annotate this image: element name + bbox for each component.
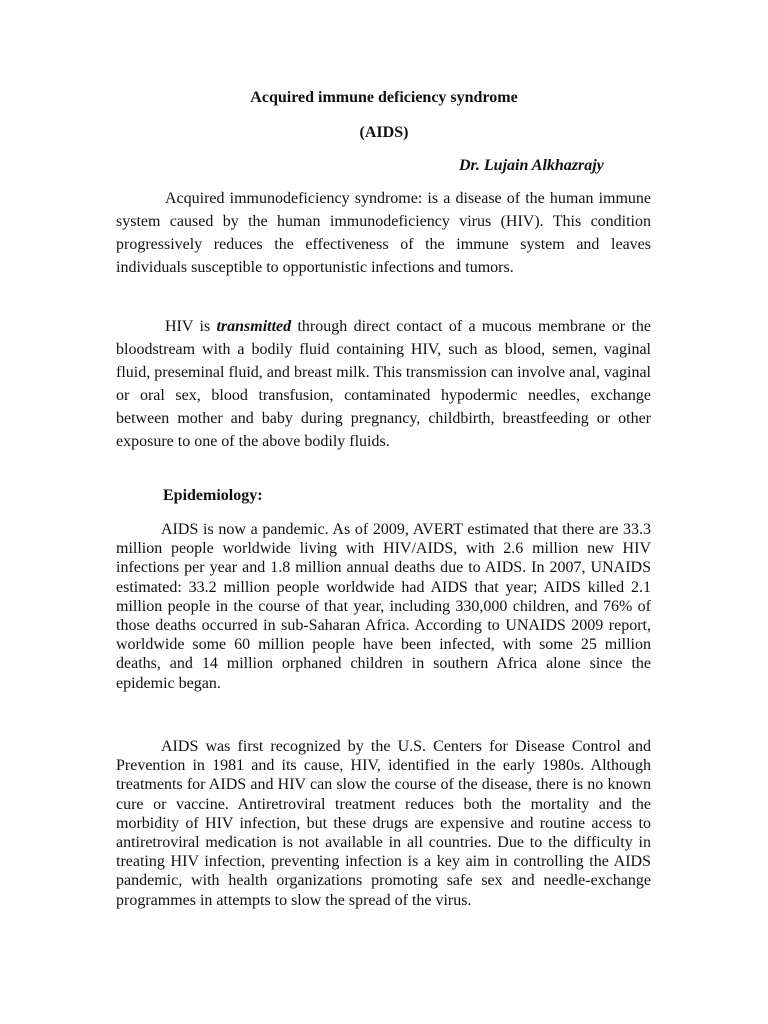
history-paragraph: AIDS was first recognized by the U.S. Centers for Disease Control and Prevention in 1981 and its cause, HIV, identified in the early 1980s. Although treatments for AIDS and HIV can slow the course of the disease, there is no known cure or vaccine. Antiretroviral treatment reduces both the mortality and the morbidity of HIV infection, but these drugs are expensive and routine access to antiretroviral medication is not available in all countries. Due to the difficulty in treating HIV infection, preventing infection is a key aim in controlling the AIDS pandemic, with health organizations promoting safe sex and needle-exchange programmes in attempts to slow the spread of the virus. — [116, 738, 651, 909]
document-title-abbreviation: (AIDS) — [359, 124, 409, 141]
author-name: Dr. Lujain Alkhazrajy — [459, 157, 604, 174]
transmitted-emphasis: transmitted — [216, 318, 292, 335]
transmission-text-rest: through direct contact of a mucous membrane or the bloodstream with a bodily fluid containing HIV, such as blood, semen, vaginal fluid, preseminal fluid, and breast milk. This transmission can involve anal, vaginal or oral sex, blood transfusion, contaminated hypodermic needles, exchange between mother and baby during pregnancy, childbirth, breastfeeding or other exposure to one of the above bodily fluids. — [116, 318, 651, 450]
epidemiology-heading: Epidemiology: — [163, 487, 263, 504]
intro-paragraph: Acquired immunodeficiency syndrome: is a disease of the human immune system caused by the human immunodeficiency virus (HIV). This condition progressively reduces the effectiveness of the immune system and leaves individuals susceptible to opportunistic infections and tumors. — [116, 190, 651, 276]
epidemiology-paragraph: AIDS is now a pandemic. As of 2009, AVERT estimated that there are 33.3 million people worldwide living with HIV/AIDS, with 2.6 million new HIV infections per year and 1.8 million annual deaths due to AIDS. In 2007, UNAIDS estimated: 33.2 million people worldwide had AIDS that year; AIDS killed 2.1 million people in the course of that year, including 330,000 children, and 76% of those deaths occurred in sub-Saharan Africa. According to UNAIDS 2009 report, worldwide some 60 million people have been infected, with some 25 million deaths, and 14 million orphaned children in southern Africa alone since the epidemic began. — [116, 521, 651, 692]
document-title: Acquired immune deficiency syndrome — [250, 89, 518, 106]
transmission-paragraph — [116, 315, 651, 453]
transmission-text-start: HIV is — [165, 318, 217, 335]
